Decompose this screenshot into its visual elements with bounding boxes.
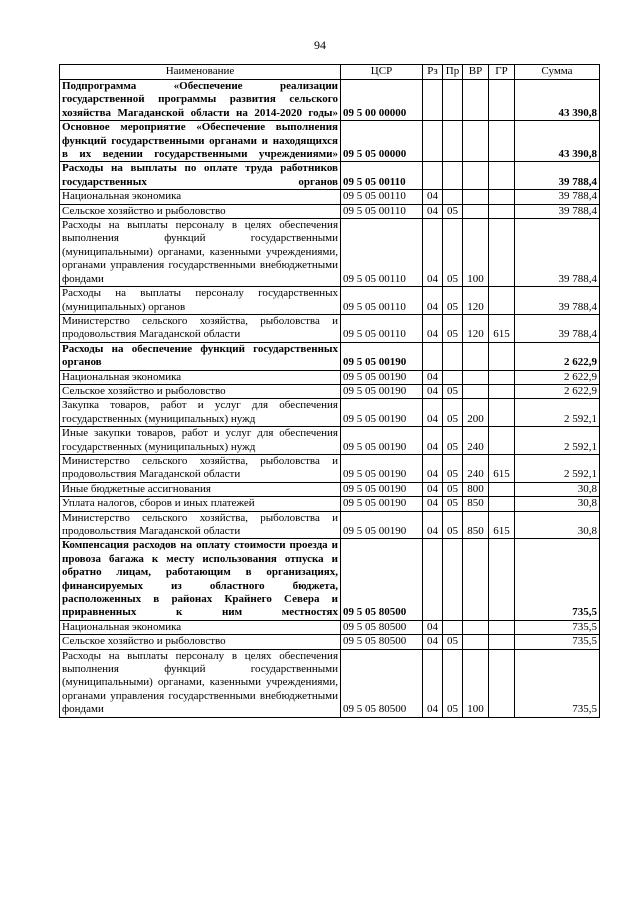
cell-pr	[443, 342, 463, 370]
cell-csr: 09 5 05 00110	[341, 204, 423, 218]
cell-csr: 09 5 05 00190	[341, 497, 423, 511]
cell-rz: 04	[423, 511, 443, 539]
cell-csr: 09 5 05 00110	[341, 314, 423, 342]
cell-rz: 04	[423, 204, 443, 218]
cell-vr	[463, 635, 489, 649]
table-row	[60, 204, 600, 218]
cell-csr: 09 5 05 00110	[341, 162, 423, 190]
cell-sum: 39 788,4	[515, 162, 600, 190]
cell-pr: 05	[443, 219, 463, 287]
cell-rz: 04	[423, 287, 443, 315]
cell-vr: 200	[463, 399, 489, 427]
cell-sum: 30,8	[515, 497, 600, 511]
cell-name: Компенсация расходов на оплату стоимости проезда и провоза багажа к месту использования отпуска и обратно лицам, работающим в организациях, финансируемых из областного бюджета, расположенных в районах Крайнего Севера и приравненных к ним местностях	[60, 539, 341, 620]
cell-gr	[489, 427, 515, 455]
cell-vr: 850	[463, 497, 489, 511]
table-row	[60, 427, 600, 455]
header-pr: Пр	[443, 65, 463, 80]
cell-pr	[443, 370, 463, 384]
table-row	[60, 384, 600, 398]
page-number: 94	[314, 38, 326, 52]
cell-sum: 2 622,9	[515, 384, 600, 398]
table-row	[60, 539, 600, 620]
cell-name: Уплата налогов, сборов и иных платежей	[60, 497, 341, 511]
cell-name: Сельское хозяйство и рыболовство	[60, 635, 341, 649]
cell-gr	[489, 384, 515, 398]
table-row	[60, 399, 600, 427]
cell-sum: 2 622,9	[515, 370, 600, 384]
cell-csr: 09 5 05 00190	[341, 370, 423, 384]
table-row	[60, 649, 600, 717]
cell-csr: 09 5 05 00190	[341, 454, 423, 482]
cell-name: Министерство сельского хозяйства, рыболовства и продовольствия Магаданской области	[60, 454, 341, 482]
cell-rz: 04	[423, 497, 443, 511]
cell-pr	[443, 162, 463, 190]
cell-vr	[463, 162, 489, 190]
cell-sum: 39 788,4	[515, 204, 600, 218]
cell-rz: 04	[423, 620, 443, 634]
table-row	[60, 635, 600, 649]
cell-csr: 09 5 05 80500	[341, 539, 423, 620]
cell-csr: 09 5 05 80500	[341, 620, 423, 634]
cell-vr: 120	[463, 314, 489, 342]
cell-name: Расходы на выплаты персоналу в целях обеспечения выполнения функций государственными (муниципальными) органами, казенными учреждениями, органами управления государственными внебюджетными фондами	[60, 649, 341, 717]
cell-rz: 04	[423, 190, 443, 204]
cell-name: Основное мероприятие «Обеспечение выполнения функций государственными органами и находящихся в их ведении государственными учреждениями»	[60, 121, 341, 162]
cell-pr: 05	[443, 454, 463, 482]
cell-csr: 09 5 05 00190	[341, 342, 423, 370]
cell-vr	[463, 342, 489, 370]
table-row	[60, 190, 600, 204]
header-sum: Сумма	[515, 65, 600, 80]
cell-gr	[489, 190, 515, 204]
cell-vr: 120	[463, 287, 489, 315]
cell-pr: 05	[443, 287, 463, 315]
table-row	[60, 482, 600, 496]
cell-gr	[489, 399, 515, 427]
cell-csr: 09 5 05 00110	[341, 287, 423, 315]
cell-gr	[489, 620, 515, 634]
cell-vr: 800	[463, 482, 489, 496]
cell-vr: 850	[463, 511, 489, 539]
cell-gr	[489, 635, 515, 649]
cell-name: Национальная экономика	[60, 620, 341, 634]
cell-csr: 09 5 05 00110	[341, 190, 423, 204]
cell-name: Министерство сельского хозяйства, рыболовства и продовольствия Магаданской области	[60, 314, 341, 342]
cell-vr	[463, 121, 489, 162]
header-csr: ЦСР	[341, 65, 423, 80]
cell-name: Расходы на обеспечение функций государственных органов	[60, 342, 341, 370]
cell-rz: 04	[423, 384, 443, 398]
cell-vr	[463, 190, 489, 204]
cell-sum: 30,8	[515, 482, 600, 496]
cell-name: Расходы на выплаты по оплате труда работников государственных органов	[60, 162, 341, 190]
table-row	[60, 287, 600, 315]
cell-rz: 04	[423, 482, 443, 496]
cell-gr: 615	[489, 454, 515, 482]
cell-csr: 09 5 05 80500	[341, 649, 423, 717]
cell-vr	[463, 384, 489, 398]
cell-rz: 04	[423, 399, 443, 427]
budget-table	[59, 64, 600, 718]
cell-pr	[443, 190, 463, 204]
cell-sum: 2 592,1	[515, 399, 600, 427]
cell-name: Закупка товаров, работ и услуг для обеспечения государственных (муниципальных) нужд	[60, 399, 341, 427]
cell-sum: 735,5	[515, 539, 600, 620]
cell-sum: 39 788,4	[515, 287, 600, 315]
cell-gr: 615	[489, 314, 515, 342]
cell-sum: 735,5	[515, 649, 600, 717]
cell-vr	[463, 80, 489, 121]
cell-sum: 43 390,8	[515, 121, 600, 162]
cell-pr: 05	[443, 635, 463, 649]
cell-name: Министерство сельского хозяйства, рыболовства и продовольствия Магаданской области	[60, 511, 341, 539]
cell-pr: 05	[443, 399, 463, 427]
cell-pr	[443, 80, 463, 121]
table-header-row	[60, 65, 600, 80]
cell-csr: 09 5 05 00190	[341, 384, 423, 398]
cell-pr: 05	[443, 384, 463, 398]
cell-name: Иные бюджетные ассигнования	[60, 482, 341, 496]
cell-gr	[489, 482, 515, 496]
cell-sum: 735,5	[515, 635, 600, 649]
cell-gr	[489, 342, 515, 370]
cell-vr	[463, 370, 489, 384]
cell-name: Подпрограмма «Обеспечение реализации государственной программы развития сельского хозяйства Магаданской области на 2014-2020 годы»	[60, 80, 341, 121]
header-gr: ГР	[489, 65, 515, 80]
cell-name: Расходы на выплаты персоналу государственных (муниципальных) органов	[60, 287, 341, 315]
cell-name: Национальная экономика	[60, 370, 341, 384]
cell-vr: 240	[463, 454, 489, 482]
cell-rz	[423, 121, 443, 162]
cell-csr: 09 5 05 00190	[341, 482, 423, 496]
table-row	[60, 314, 600, 342]
cell-rz: 04	[423, 454, 443, 482]
cell-gr	[489, 219, 515, 287]
cell-csr: 09 5 00 00000	[341, 80, 423, 121]
cell-rz	[423, 80, 443, 121]
cell-name: Национальная экономика	[60, 190, 341, 204]
cell-gr	[489, 497, 515, 511]
cell-rz	[423, 342, 443, 370]
cell-csr: 09 5 05 00000	[341, 121, 423, 162]
cell-sum: 2 592,1	[515, 454, 600, 482]
cell-pr: 05	[443, 482, 463, 496]
cell-csr: 09 5 05 00190	[341, 427, 423, 455]
cell-csr: 09 5 05 00110	[341, 219, 423, 287]
cell-rz: 04	[423, 635, 443, 649]
cell-sum: 39 788,4	[515, 219, 600, 287]
cell-vr	[463, 204, 489, 218]
table-row	[60, 497, 600, 511]
cell-vr: 240	[463, 427, 489, 455]
table-row	[60, 454, 600, 482]
cell-sum: 39 788,4	[515, 314, 600, 342]
table-row	[60, 511, 600, 539]
cell-rz	[423, 539, 443, 620]
cell-sum: 735,5	[515, 620, 600, 634]
cell-rz	[423, 162, 443, 190]
cell-sum: 39 788,4	[515, 190, 600, 204]
cell-gr	[489, 649, 515, 717]
cell-name: Иные закупки товаров, работ и услуг для обеспечения государственных (муниципальных) нужд	[60, 427, 341, 455]
cell-pr	[443, 620, 463, 634]
cell-pr	[443, 539, 463, 620]
cell-sum: 2 592,1	[515, 427, 600, 455]
table-row	[60, 80, 600, 121]
cell-pr: 05	[443, 511, 463, 539]
cell-rz: 04	[423, 427, 443, 455]
cell-rz: 04	[423, 649, 443, 717]
header-name: Наименование	[60, 65, 341, 80]
table-row	[60, 162, 600, 190]
cell-pr: 05	[443, 427, 463, 455]
table-body	[60, 80, 600, 718]
cell-vr	[463, 539, 489, 620]
header-rz: Рз	[423, 65, 443, 80]
cell-name: Расходы на выплаты персоналу в целях обеспечения выполнения функций государственными (муниципальными) органами, казенными учреждениями, органами управления государственными внебюджетными фондами	[60, 219, 341, 287]
table-row	[60, 121, 600, 162]
cell-name: Сельское хозяйство и рыболовство	[60, 204, 341, 218]
table-row	[60, 370, 600, 384]
cell-vr: 100	[463, 219, 489, 287]
cell-rz: 04	[423, 370, 443, 384]
cell-csr: 09 5 05 00190	[341, 399, 423, 427]
cell-gr	[489, 539, 515, 620]
cell-csr: 09 5 05 80500	[341, 635, 423, 649]
cell-pr: 05	[443, 497, 463, 511]
cell-name: Сельское хозяйство и рыболовство	[60, 384, 341, 398]
cell-gr	[489, 121, 515, 162]
cell-sum: 43 390,8	[515, 80, 600, 121]
cell-pr	[443, 121, 463, 162]
cell-gr	[489, 370, 515, 384]
cell-gr	[489, 162, 515, 190]
cell-pr: 05	[443, 204, 463, 218]
table-row	[60, 620, 600, 634]
cell-sum: 30,8	[515, 511, 600, 539]
cell-pr: 05	[443, 649, 463, 717]
cell-sum: 2 622,9	[515, 342, 600, 370]
cell-gr: 615	[489, 511, 515, 539]
cell-gr	[489, 287, 515, 315]
cell-csr: 09 5 05 00190	[341, 511, 423, 539]
cell-gr	[489, 80, 515, 121]
cell-vr	[463, 620, 489, 634]
header-vr: ВР	[463, 65, 489, 80]
cell-vr: 100	[463, 649, 489, 717]
table-row	[60, 219, 600, 287]
cell-pr: 05	[443, 314, 463, 342]
cell-rz: 04	[423, 314, 443, 342]
cell-gr	[489, 204, 515, 218]
cell-rz: 04	[423, 219, 443, 287]
table-row	[60, 342, 600, 370]
